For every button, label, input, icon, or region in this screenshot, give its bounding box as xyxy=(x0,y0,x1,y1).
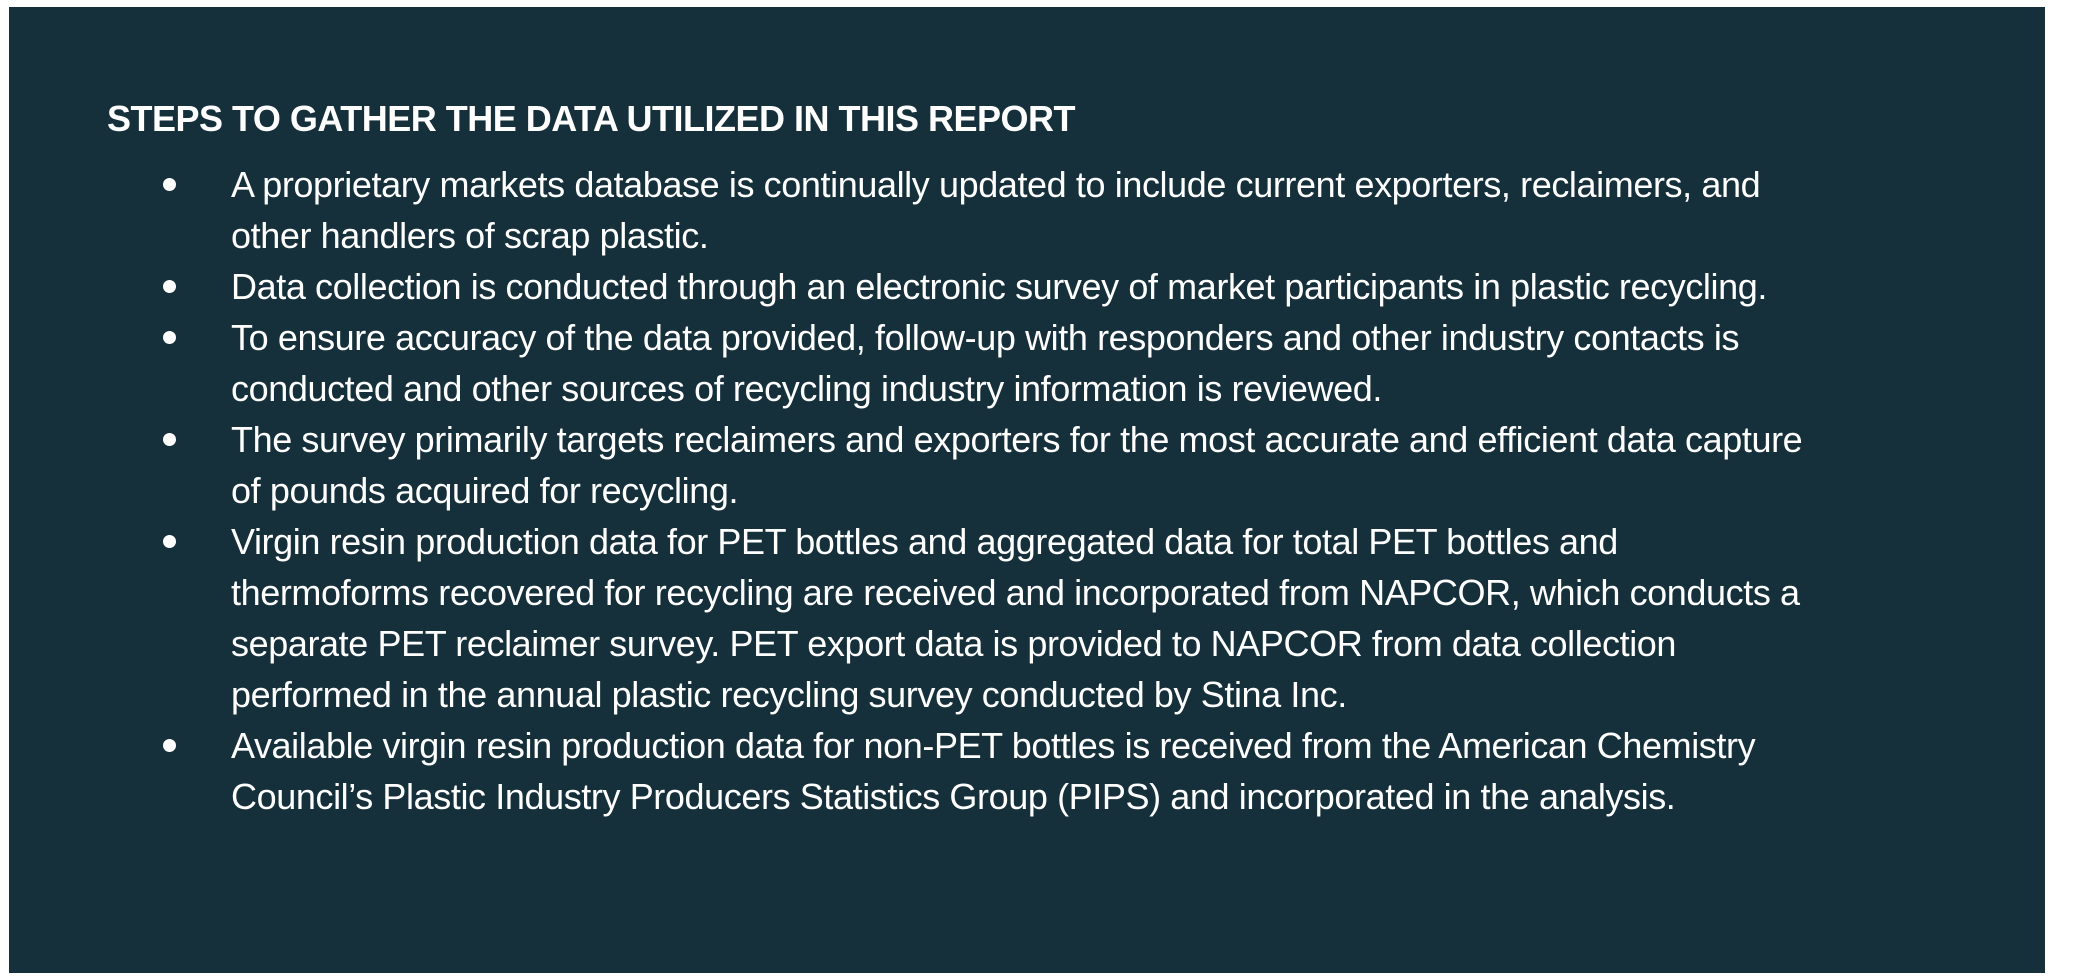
list-item xyxy=(107,261,1967,312)
list-item-line: performed in the annual plastic recycling survey conducted by Stina Inc. xyxy=(231,674,1347,715)
list-item xyxy=(107,159,1967,261)
list-item-line: conducted and other sources of recycling industry information is reviewed. xyxy=(231,368,1382,409)
bullet-icon xyxy=(163,739,176,752)
bullet-icon xyxy=(163,331,176,344)
list-item-line: Virgin resin production data for PET bottles and aggregated data for total PET bottles and xyxy=(231,521,1618,562)
list-item-line: other handlers of scrap plastic. xyxy=(231,215,709,256)
list-item-line: A proprietary markets database is continually updated to include current exporters, reclaimers, and xyxy=(231,164,1761,205)
list-item-line: Data collection is conducted through an electronic survey of market participants in plastic recycling. xyxy=(231,266,1767,307)
bullet-icon xyxy=(163,433,176,446)
list-item-line: To ensure accuracy of the data provided, follow-up with responders and other industry contacts is xyxy=(231,317,1740,358)
list-item xyxy=(107,312,1967,414)
list-item xyxy=(107,516,1967,720)
list-item-line: thermoforms recovered for recycling are received and incorporated from NAPCOR, which conducts a xyxy=(231,572,1800,613)
bullet-icon xyxy=(163,535,176,548)
list-item xyxy=(107,414,1967,516)
list-item-line: The survey primarily targets reclaimers and exporters for the most accurate and efficient data capture xyxy=(231,419,1803,460)
list-item xyxy=(107,720,1967,822)
list-item-line: separate PET reclaimer survey. PET export data is provided to NAPCOR from data collection xyxy=(231,623,1677,664)
steps-list xyxy=(107,159,1967,822)
section-heading: STEPS TO GATHER THE DATA UTILIZED IN THIS REPORT xyxy=(107,98,1076,139)
list-item-line: Council’s Plastic Industry Producers Statistics Group (PIPS) and incorporated in the analysis. xyxy=(231,776,1676,817)
report-panel xyxy=(9,7,2045,973)
list-item-line: of pounds acquired for recycling. xyxy=(231,470,739,511)
bullet-icon xyxy=(163,178,176,191)
list-item-line: Available virgin resin production data for non-PET bottles is received from the American Chemistry xyxy=(231,725,1756,766)
bullet-icon xyxy=(163,280,176,293)
